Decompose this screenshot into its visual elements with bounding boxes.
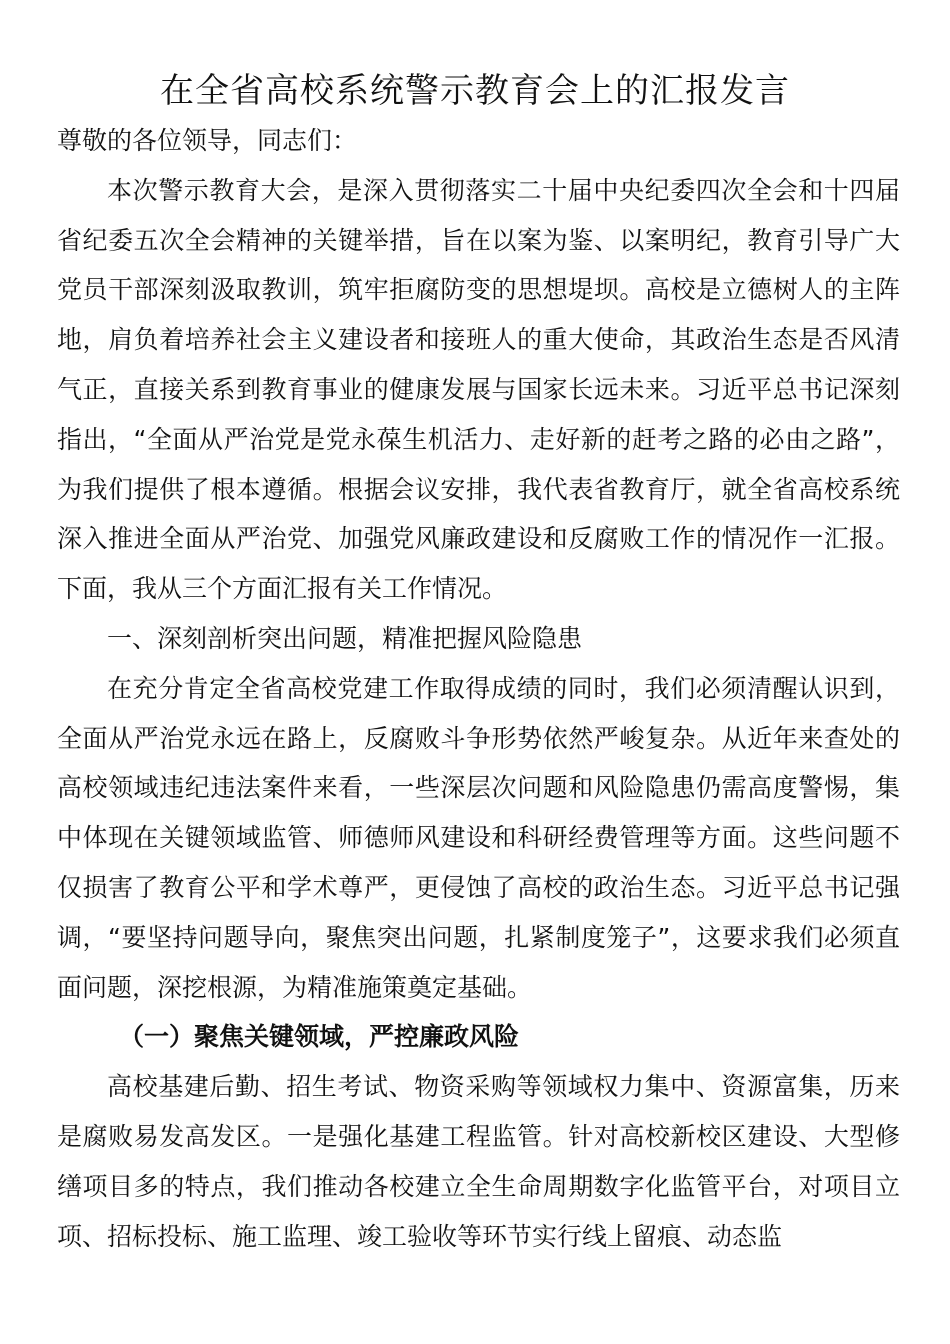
section-heading-1: 一、深刻剖析突出问题，精准把握风险隐患 (107, 623, 583, 653)
section-1-paragraph: 在充分肯定全省高校党建工作取得成绩的同时，我们必须清醒认识到，全面从严治党永远在路上，反腐败斗争形势依然严峻复杂。从近年来查处的高校领域违纪违法案件来看，一些深层次问题和风险隐患仍需高度警惕，集中体现在关键领域监管、师德师风建设和科研经费管理等方面。这些问题不仅损害了教育公平和学术尊严，更侵蚀了高校的政治生态。习近平总书记强调，“要坚持问题导向，聚焦突出问题，扎紧制度笼子”，这要求我们必须直面问题，深挖根源，为精准施策奠定基础。 (57, 673, 900, 1002)
subsection-1-paragraph: 高校基建后勤、招生考试、物资采购等领域权力集中、资源富集，历来是腐败易发高发区。一是强化基建工程监管。针对高校新校区建设、大型修缮项目多的特点，我们推动各校建立全生命周期数字化监管平台，对项目立项、招标投标、施工监理、竣工验收等环节实行线上留痕、动态监 (57, 1072, 900, 1251)
document-title: 在全省高校系统警示教育会上的汇报发言 (160, 71, 790, 111)
salutation: 尊敬的各位领导，同志们： (57, 126, 358, 155)
document-body (57, 116, 900, 1261)
intro-paragraph: 本次警示教育大会，是深入贯彻落实二十届中央纪委四次全会和十四届省纪委五次全会精神的关键举措，旨在以案为鉴、以案明纪，教育引导广大党员干部深刻汲取教训，筑牢拒腐防变的思想堤坝。高校是立德树人的主阵地，肩负着培养社会主义建设者和接班人的重大使命，其政治生态是否风清气正，直接关系到教育事业的健康发展与国家长远未来。习近平总书记深刻指出，“全面从严治党是党永葆生机活力、走好新的赶考之路的必由之路”，为我们提供了根本遵循。根据会议安排，我代表省教育厅，就全省高校系统深入推进全面从严治党、加强党风廉政建设和反腐败工作的情况作一汇报。下面，我从三个方面汇报有关工作情况。 (57, 175, 900, 604)
subsection-heading-1: （一）聚焦关键领域，严控廉政风险 (119, 1022, 520, 1052)
